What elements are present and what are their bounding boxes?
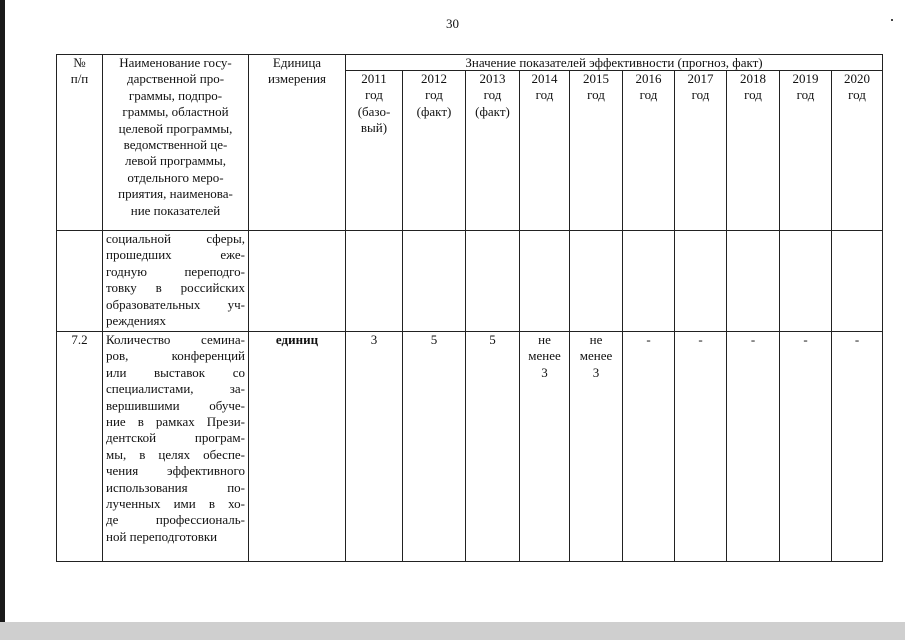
- row-value-line: 5: [430, 332, 438, 347]
- row-value-cell: [570, 332, 623, 562]
- row-name-line: Количество семина-: [106, 332, 245, 347]
- header-year-line: 2020: [844, 71, 870, 86]
- header-name-line: граммы, подпро-: [128, 87, 223, 103]
- header-year-line: год: [796, 87, 815, 103]
- header-name-line: Наименование госу-: [119, 55, 232, 70]
- header-year-cell: [520, 71, 570, 231]
- row-name-line: реждениях: [106, 313, 167, 329]
- row-value-cell: [346, 332, 403, 562]
- row-value-line: менее: [528, 348, 561, 364]
- header-year-line: 2016: [635, 71, 662, 86]
- header-year-line: год: [691, 87, 710, 103]
- header-span-title: Значение показателей эффективности (прогноз, факт): [346, 55, 883, 71]
- scan-bottom-edge: [0, 622, 905, 640]
- row-unit-cell: единиц: [249, 332, 346, 562]
- header-name: [106, 55, 245, 219]
- header-year-line: год: [535, 87, 554, 103]
- row-name-line: товку в российских: [106, 280, 245, 296]
- header-year-line: год: [483, 87, 502, 103]
- row-value-cell: [780, 332, 832, 562]
- header-year-cell: [727, 71, 780, 231]
- row-name-line: де профессиональ-: [106, 512, 245, 528]
- row-name-line: чения эффективного: [106, 463, 245, 479]
- row-name-line: годную переподго-: [106, 263, 245, 279]
- header-unit-line: измерения: [267, 71, 327, 87]
- header-year-line: 2014: [531, 71, 558, 86]
- row-value-cell: [727, 332, 780, 562]
- header-num: [60, 55, 99, 88]
- header-year-cell: [623, 71, 675, 231]
- row-name-line: лученных ими в хо-: [106, 496, 245, 512]
- header-year-line: год: [744, 87, 762, 103]
- header-name-line: ние показателей: [130, 202, 221, 218]
- header-year-line: 2018: [740, 71, 766, 86]
- row-value-line: 3: [592, 364, 600, 380]
- row-value-cell: [832, 332, 883, 562]
- header-year-line: год: [639, 87, 658, 103]
- header-unit-line: Единица: [272, 55, 322, 70]
- row-name-line: вершившими обуче-: [106, 397, 245, 413]
- row-value-cell: [780, 231, 832, 332]
- row-value-line: не: [589, 332, 603, 347]
- row-value-line: -: [750, 332, 756, 347]
- row-value-cell: [520, 332, 570, 562]
- row-name-line: специалистами, за-: [106, 381, 245, 397]
- header-year-line: (факт): [475, 103, 510, 119]
- row-value-cell: [403, 332, 466, 562]
- row-value-cell: [623, 332, 675, 562]
- row-value-cell: [520, 231, 570, 332]
- row-value-line: не: [538, 332, 551, 347]
- row-value-cell: [466, 332, 520, 562]
- row-value-line: 3: [541, 364, 548, 380]
- row-num-cell: [57, 231, 103, 332]
- table-row: [57, 231, 883, 332]
- header-year-line: 2015: [583, 71, 609, 86]
- header-year-line: 2011: [361, 71, 387, 86]
- header-year-line: 2012: [421, 71, 447, 86]
- row-value-line: -: [803, 332, 808, 347]
- row-value-cell: [623, 231, 675, 332]
- scan-left-edge: [0, 0, 5, 622]
- row-value-cell: [403, 231, 466, 332]
- header-name-cell: [103, 55, 249, 231]
- header-year-line: год: [365, 87, 383, 103]
- header-name-line: левой программы,: [124, 153, 226, 169]
- efficiency-table: [56, 54, 883, 562]
- page-number: 30: [446, 16, 459, 31]
- header-year-cell: [403, 71, 466, 231]
- row-value-cell: [570, 231, 623, 332]
- header-year-cell: [675, 71, 727, 231]
- header-year-line: год: [425, 87, 443, 103]
- row-name-line: ние в рамках Прези-: [106, 414, 245, 430]
- header-year-cell: [780, 71, 832, 231]
- row-num-cell: 7.2: [57, 332, 103, 562]
- header-year-line: 2017: [687, 71, 714, 86]
- row-value-cell: [727, 231, 780, 332]
- table-body: [57, 55, 883, 562]
- header-year-line: 2019: [792, 71, 819, 86]
- row-name-line: мы, в целях обеспе-: [106, 446, 245, 462]
- header-name-line: дарственной про-: [126, 71, 225, 87]
- row-name-line: социальной сферы,: [106, 231, 245, 246]
- header-num-line: №: [73, 55, 86, 70]
- header-year-cell: [346, 71, 403, 231]
- header-row-top: [57, 55, 883, 71]
- row-name-cell: [103, 231, 249, 332]
- header-name-line: ведомственной це-: [123, 137, 228, 153]
- header-year-cell: [466, 71, 520, 231]
- row-value-line: 3: [370, 332, 378, 347]
- header-year-cell: [832, 71, 883, 231]
- header-year-line: (факт): [416, 103, 452, 119]
- row-value-line: 5: [489, 332, 496, 347]
- header-year-line: (базо-: [357, 103, 391, 119]
- row-name-line: использования по-: [106, 479, 245, 495]
- row-value-line: -: [854, 332, 860, 347]
- row-value-line: -: [646, 332, 651, 347]
- header-year-line: вый): [360, 120, 388, 136]
- header-year-line: 2013: [479, 71, 506, 86]
- row-name-line: образовательных уч-: [106, 296, 245, 312]
- row-unit-cell: [249, 231, 346, 332]
- row-value-cell: [466, 231, 520, 332]
- row-value-cell: [832, 231, 883, 332]
- header-num-line: п/п: [70, 71, 89, 87]
- row-name-line: прошедших еже-: [106, 247, 245, 263]
- header-name-line: граммы, областной: [122, 104, 229, 120]
- header-name-line: отдельного меро-: [127, 169, 224, 185]
- row-name-line: ров, конференций: [106, 348, 245, 364]
- header-unit-cell: [249, 55, 346, 231]
- header-unit: [252, 55, 342, 88]
- header-num-cell: [57, 55, 103, 231]
- header-year-line: год: [848, 87, 866, 103]
- header-name-line: приятия, наименова-: [118, 186, 233, 202]
- row-value-cell: [675, 231, 727, 332]
- row-name-cell: [103, 332, 249, 562]
- row-name-line: дентской програм-: [106, 430, 245, 446]
- row-name-line: или выставок со: [106, 364, 245, 380]
- row-value-cell: [675, 332, 727, 562]
- row-name-line: ной переподготовки: [106, 528, 218, 544]
- row-value-cell: [346, 231, 403, 332]
- header-name-line: целевой программы,: [118, 120, 233, 136]
- table-row: [57, 332, 883, 562]
- header-year-line: год: [587, 87, 605, 103]
- row-value-line: менее: [579, 348, 613, 364]
- row-value-line: -: [698, 332, 703, 347]
- header-year-cell: [570, 71, 623, 231]
